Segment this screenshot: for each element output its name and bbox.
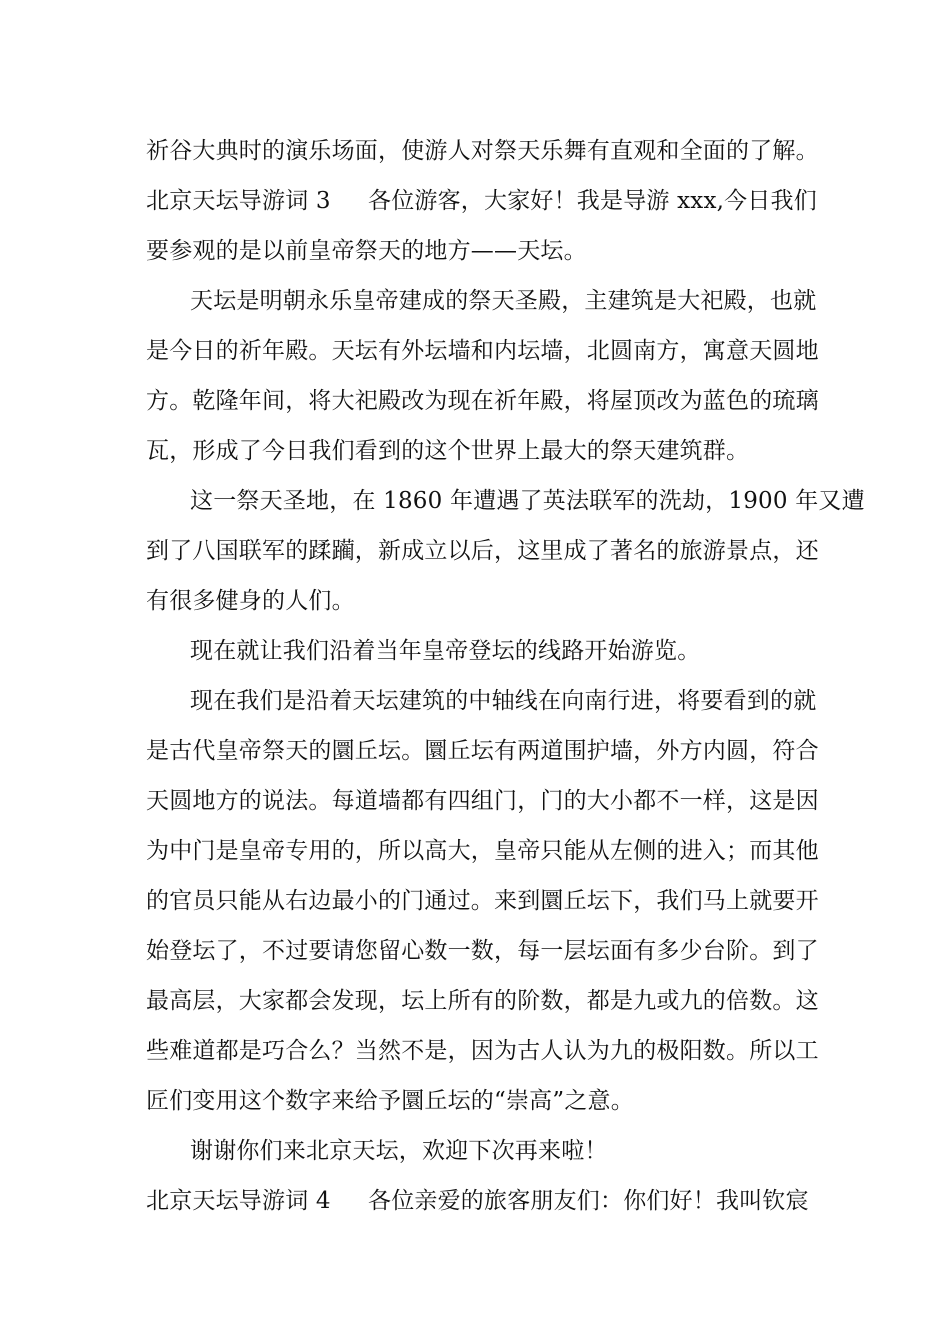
text-line: 方。乾隆年间，将大祀殿改为现在祈年殿，将屋顶改为蓝色的琉璃 <box>146 388 819 414</box>
section-title: 北京天坛导游词 3 <box>146 188 331 214</box>
text-line: 瓦，形成了今日我们看到的这个世界上最大的祭天建筑群。 <box>146 438 750 464</box>
text-line: 的官员只能从右边最小的门通过。来到圜丘坛下，我们马上就要开 <box>146 888 819 914</box>
paragraph-start: 现在我们是沿着天坛建筑的中轴线在向南行进，将要看到的就 <box>190 688 817 714</box>
text-line: 是今日的祈年殿。天坛有外坛墙和内坛墙，北圆南方，寓意天圆地 <box>146 338 819 364</box>
text-line: 匠们变用这个数字来给予圜丘坛的“崇高”之意。 <box>146 1088 634 1114</box>
text-line: 是古代皇帝祭天的圜丘坛。圜丘坛有两道围护墙，外方内圆，符合 <box>146 738 819 764</box>
paragraph-start: 天坛是明朝永乐皇帝建成的祭天圣殿，主建筑是大祀殿，也就 <box>190 288 817 314</box>
paragraph-start: 这一祭天圣地，在 1860 年遭遇了英法联军的洗劫，1900 年又遭 <box>190 488 865 514</box>
paragraph-start: 谢谢你们来北京天坛，欢迎下次再来啦！ <box>190 1138 608 1164</box>
section-title: 北京天坛导游词 4 <box>146 1188 331 1214</box>
text-line: 到了八国联军的蹂躏，新成立以后，这里成了著名的旅游景点，还 <box>146 538 819 564</box>
text-line: 祈谷大典时的演乐场面，使游人对祭天乐舞有直观和全面的了解。 <box>146 138 819 164</box>
section-intro-text: 各位亲爱的旅客朋友们：你们好！我叫钦宸 <box>368 1188 809 1214</box>
text-line: 些难道都是巧合么？当然不是，因为古人认为九的极阳数。所以工 <box>146 1038 819 1064</box>
paragraph-start: 现在就让我们沿着当年皇帝登坛的线路开始游览。 <box>190 638 701 664</box>
section-heading-4 <box>146 1186 816 1216</box>
text-line: 有很多健身的人们。 <box>146 588 355 614</box>
text-line: 最高层，大家都会发现，坛上所有的阶数，都是九或九的倍数。这 <box>146 988 819 1014</box>
text-line: 为中门是皇帝专用的，所以高大，皇帝只能从左侧的进入；而其他 <box>146 838 819 864</box>
text-line: 天圆地方的说法。每道墙都有四组门，门的大小都不一样，这是因 <box>146 788 819 814</box>
text-line: 要参观的是以前皇帝祭天的地方——天坛。 <box>146 238 587 264</box>
section-heading-3 <box>146 186 816 216</box>
text-line: 始登坛了，不过要请您留心数一数，每一层坛面有多少台阶。到了 <box>146 938 819 964</box>
section-intro-text: 各位游客，大家好！我是导游 xxx,今日我们 <box>368 188 817 214</box>
